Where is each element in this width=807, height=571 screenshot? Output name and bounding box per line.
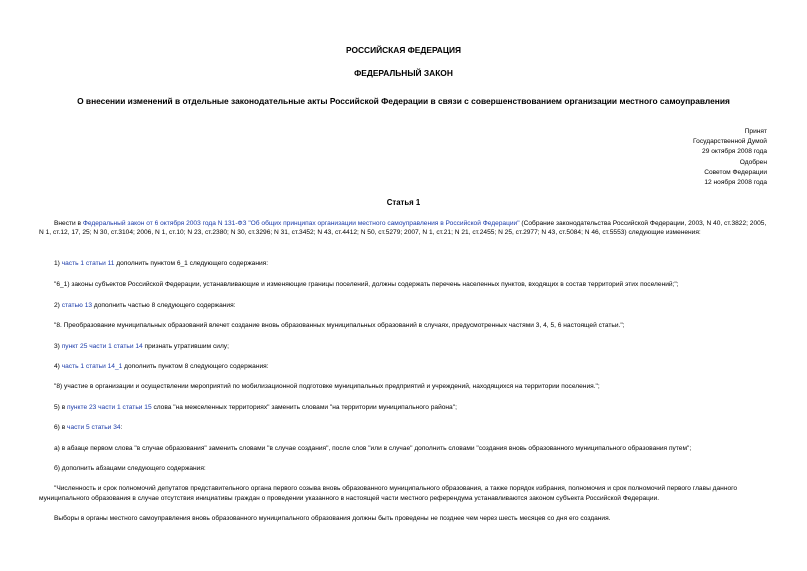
adoption-block (693, 127, 767, 188)
item-6 (39, 423, 767, 432)
item-text: слова "на межселенных территориях" заменить словами "на территории муниципального района"; (151, 403, 457, 411)
item-4-link[interactable]: часть 1 статьи 14_1 (61, 363, 123, 371)
law-title: О внесении изменений в отдельные законодательные акты Российской Федерации в связи с совершенствованием организации местного самоуправления (77, 96, 730, 106)
item-6b: б) дополнить абзацами следующего содержания: (54, 465, 206, 473)
federal-law-link[interactable]: Федеральный закон от 6 октября 2003 года N 131-ФЗ "Об общих принципах организации местного самоуправления в Российской Федерации" (82, 220, 520, 227)
item-2-quote: "8. Преобразование муниципальных образований влечет создание вновь образованных муниципальных образований в случаях, предусмотренных частями 3, 4, 5, 6 настоящей статьи."; (54, 322, 625, 330)
item-number: 1) (54, 260, 62, 267)
adoption-line: Советом Федерации (704, 168, 767, 176)
adoption-line: Принят (744, 128, 767, 135)
document-body (39, 219, 767, 524)
item-text: дополнить пунктом 6_1 следующего содержания: (114, 260, 269, 267)
item-text: признать утратившим силу; (142, 342, 229, 350)
article-title: Статья 1 (386, 198, 421, 207)
item-5 (39, 403, 767, 412)
item-number: 2) (54, 301, 62, 309)
item-1-link[interactable]: часть 1 статьи 11 (61, 260, 115, 267)
item-3 (39, 342, 767, 351)
item-1 (39, 259, 767, 268)
item-6a: а) в абзаце первом слова "в случае образования" заменить словами "в случае создания", после слов "или в случае" дополнить словами "создания вновь образованного муниципального образования путем"; (54, 444, 692, 452)
quote-paragraph-1: "Численность и срок полномочий депутатов представительного органа первого созыва вновь образованного муниципального образования, а также порядок избрания, полномочия и срок полномочий первого главы данного муниципального образования в случае отсутствия инициативы граждан о проведении указанного в настоящей части местного референдума устанавливаются законом субъекта Российской Федерации. (39, 485, 738, 502)
item-5-link[interactable]: пункте 23 части 1 статьи 15 (67, 403, 152, 411)
item-2-link[interactable]: статью 13 (61, 301, 93, 309)
quote-paragraph-2: Выборы в органы местного самоуправления вновь образованного муниципального образования должны быть проведены не позднее чем через шесть месяцев со дня его создания. (54, 515, 611, 523)
item-6-link[interactable]: части 5 статьи 34 (67, 424, 121, 432)
adoption-line: Одобрен (739, 158, 767, 166)
item-2 (39, 301, 767, 310)
adoption-line: 12 ноября 2008 года (704, 179, 767, 187)
item-3-link[interactable]: пункт 25 части 1 статьи 14 (61, 342, 143, 350)
item-number: 6) в (54, 424, 68, 432)
item-text: дополнить пунктом 8 следующего содержания: (122, 363, 269, 371)
item-text: : (120, 424, 123, 432)
law-type-heading: ФЕДЕРАЛЬНЫЙ ЗАКОН (354, 68, 453, 78)
country-heading: РОССИЙСКАЯ ФЕДЕРАЦИЯ (345, 45, 462, 55)
intro-post: (Собрание законодательства Российской Федерации, 2003, N 40, ст.3822; 2005, N 1, ст.12, 17, 25; N 30, ст.3104; 2006, N 1, ст.10; N 23, ст.2380; N 30, ст.3296; N 31, ст.3452; N 43, ст.4412; N 50, ст.5279; 2007, N 1, ст.21; N 21, ст.2455; N 25, ст.2977; N 43, ст.5084; N 46, ст.5553) следующие изменения: (39, 220, 767, 237)
item-number: 3) (54, 342, 62, 350)
item-4 (39, 362, 767, 371)
intro-paragraph (39, 219, 767, 247)
adoption-line: 29 октября 2008 года (702, 148, 767, 156)
item-text: дополнить частью 8 следующего содержания: (92, 301, 236, 309)
item-1-quote: "6_1) законы субъектов Российской Федерации, устанавливающие и изменяющие границы поселений, должны содержать перечень населенных пунктов, входящих в состав территорий этих поселений;"; (54, 281, 679, 289)
adoption-line: Государственной Думой (693, 138, 767, 146)
item-number: 4) (54, 363, 62, 371)
item-4-quote: "8) участие в организации и осуществлении мероприятий по мобилизационной подготовке муниципальных предприятий и учреждений, находящихся на территории поселения."; (54, 383, 600, 391)
item-number: 5) в (54, 403, 68, 411)
intro-pre: Внести в (54, 220, 83, 227)
